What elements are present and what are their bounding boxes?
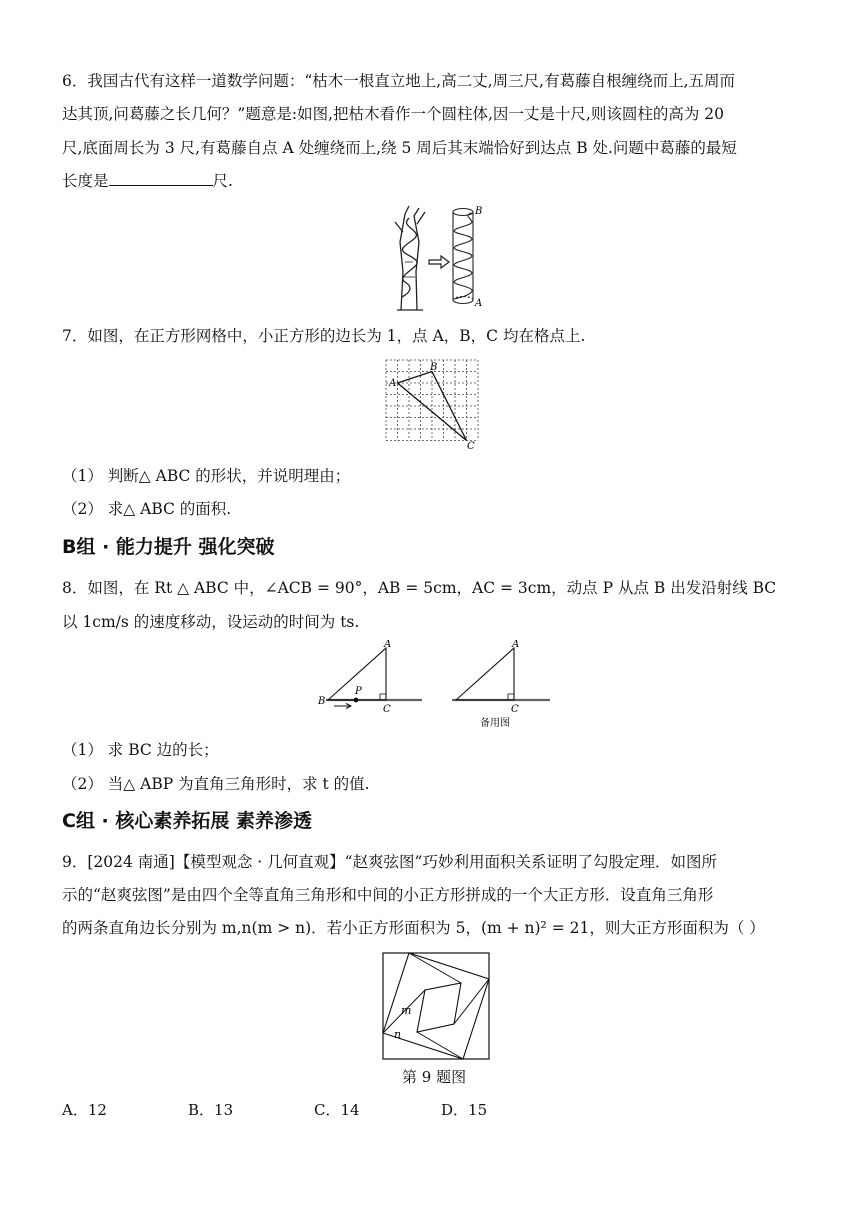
q7-sub-2: （2） 求△ ABC 的面积. bbox=[62, 500, 232, 518]
q6-answer-suffix: 尺. bbox=[212, 172, 233, 190]
small-square bbox=[417, 983, 461, 1032]
q6-fig-label-b: B bbox=[475, 206, 483, 217]
q7-line-1: 7．如图，在正方形网格中，小正方形的边长为 1，点 A，B，C 均在格点上. bbox=[62, 327, 586, 345]
q8-sub-1: （1） 求 BC 边的长； bbox=[62, 741, 219, 759]
q9-option-a[interactable]: A．12 bbox=[62, 1101, 107, 1119]
q7-label-c: C bbox=[467, 441, 475, 452]
q8-backup-caption: 备用图 bbox=[480, 718, 510, 729]
section-b-heading: B组 · 能力提升 强化突破 bbox=[62, 536, 275, 558]
arrow-right-icon bbox=[429, 256, 449, 268]
q9-option-d[interactable]: D．15 bbox=[441, 1101, 488, 1119]
tree-illustration bbox=[395, 206, 425, 310]
q8-backup-figure bbox=[444, 640, 554, 732]
q6-fig-label-a: A bbox=[475, 298, 483, 309]
cylinder-illustration bbox=[453, 209, 473, 304]
q8-label-p: P bbox=[355, 686, 362, 697]
motion-arrow-icon bbox=[334, 704, 351, 709]
q9-option-c[interactable]: C．14 bbox=[314, 1101, 360, 1119]
q8-sub-2: （2） 当△ ABP 为直角三角形时，求 t 的值. bbox=[62, 775, 370, 793]
q6-answer-blank[interactable] bbox=[109, 171, 213, 186]
q8-label-a: A bbox=[384, 640, 392, 650]
q6-answer-prefix: 长度是 bbox=[62, 172, 109, 190]
q9-label-n: n bbox=[394, 1028, 402, 1041]
q8-triangle-figure bbox=[316, 640, 426, 720]
q6-line-1: 6．我国古代有这样一道数学问题：“枯木一根直立地上,高二丈,周三尺,有葛藤自根缠绕而上,五周而 bbox=[62, 72, 735, 90]
q9-option-b[interactable]: B．13 bbox=[188, 1101, 234, 1119]
q8-line-1: 8．如图，在 Rt △ ABC 中，∠ACB = 90°，AB = 5cm，AC = 3cm，动点 P 从点 B 出发沿射线 BC bbox=[62, 579, 777, 597]
q8-backup-label-a: A bbox=[512, 640, 520, 650]
q9-zhaoshuang-figure bbox=[382, 952, 490, 1060]
q7-grid-figure bbox=[382, 356, 484, 452]
q7-label-a: A bbox=[389, 378, 397, 389]
section-c-heading: C组 · 核心素养拓展 素养渗透 bbox=[62, 810, 313, 832]
q6-tree-vine-figure bbox=[383, 202, 493, 312]
q9-line-2: 示的“赵爽弦图”是由四个全等直角三角形和中间的小正方形拼成的一个大正方形．设直角三角形 bbox=[62, 886, 714, 904]
q6-line-4 bbox=[62, 170, 233, 192]
q9-line-3: 的两条直角边长分别为 m,n(m > n)．若小正方形面积为 5，(m + n)² = 21，则大正方形面积为（ ） bbox=[62, 919, 765, 937]
q9-figure-caption: 第 9 题图 bbox=[402, 1068, 467, 1086]
q9-line-1: 9．[2024 南通]【模型观念 · 几何直观】“赵爽弦图”巧妙利用面积关系证明了勾股定理．如图所 bbox=[62, 853, 717, 871]
triangle-abc-backup bbox=[456, 648, 514, 700]
q8-backup-label-c: C bbox=[511, 704, 519, 715]
q9-label-m: m bbox=[401, 1004, 412, 1017]
q8-line-2: 以 1cm/s 的速度移动，设运动的时间为 ts. bbox=[62, 613, 360, 631]
q6-line-2: 达其顶,问葛藤之长几何？”题意是:如图,把枯木看作一个圆柱体,因一丈是十尺,则该圆柱的高为 20 bbox=[62, 105, 725, 123]
q7-sub-1: （1） 判断△ ABC 的形状，并说明理由； bbox=[62, 467, 351, 485]
q7-label-b: B bbox=[430, 362, 438, 373]
q8-label-c: C bbox=[383, 704, 391, 715]
q8-label-b: B bbox=[318, 696, 326, 707]
q6-line-3: 尺,底面周长为 3 尺,有葛藤自点 A 处缠绕而上,绕 5 周后其末端恰好到达点 B 处.问题中葛藤的最短 bbox=[62, 139, 737, 157]
